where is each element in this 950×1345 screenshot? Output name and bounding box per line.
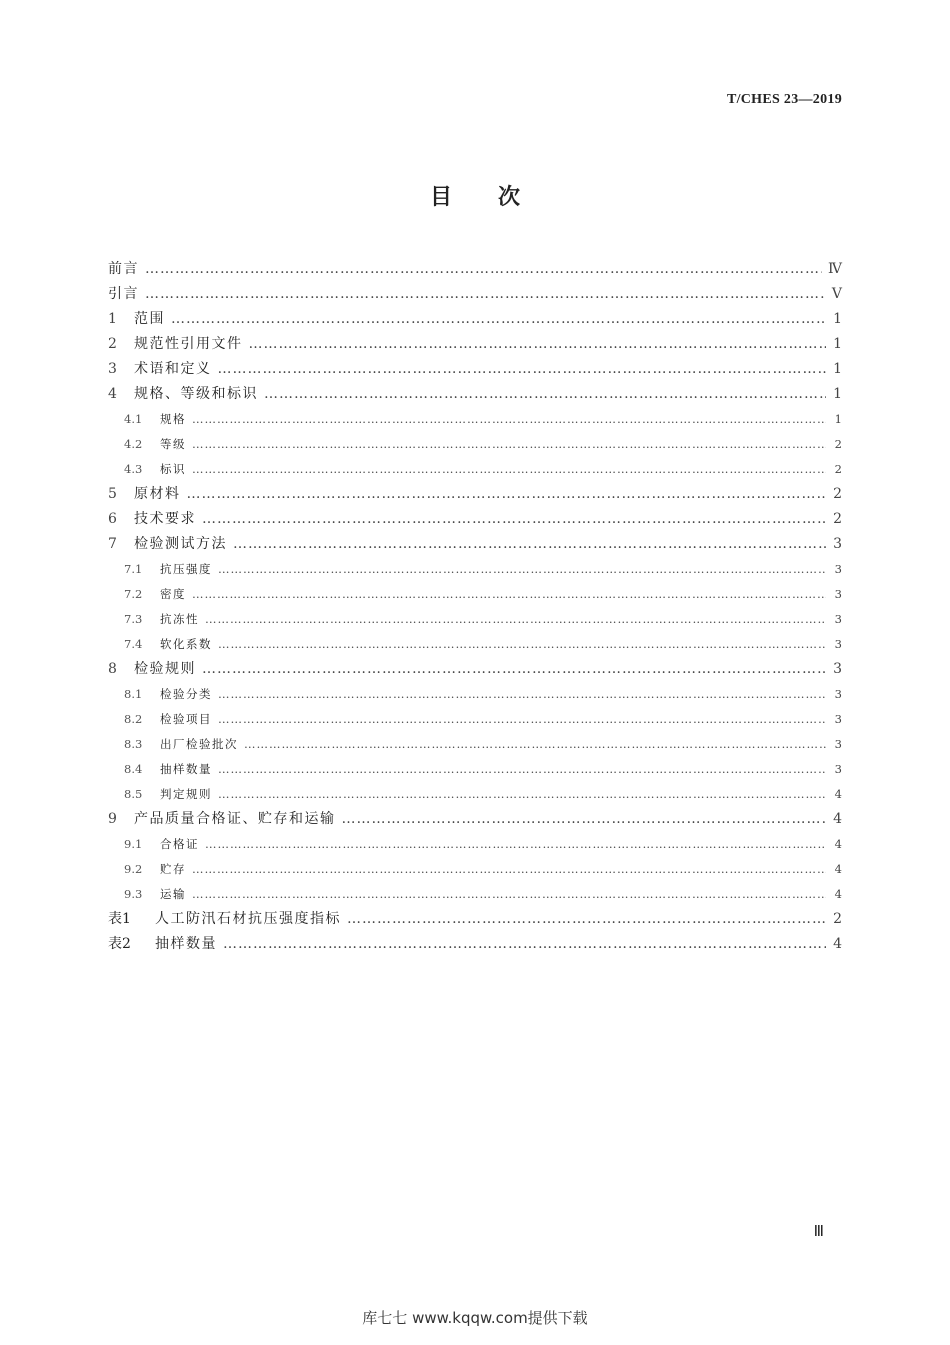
- dot-leader: [192, 582, 826, 607]
- toc-entry[interactable]: [108, 682, 842, 707]
- toc-entry-label: 前言: [108, 261, 139, 277]
- standard-code: T/CHES 23—2019: [726, 92, 842, 107]
- toc-entry-page: 3: [834, 612, 842, 626]
- toc-entry-page: 2: [834, 462, 842, 476]
- toc-entry-label: 密度: [160, 587, 186, 601]
- toc-entry-page: 3: [833, 661, 842, 677]
- toc-entry-page: 1: [833, 336, 842, 352]
- dot-leader: [342, 807, 827, 832]
- toc-entry-number: 4.2: [124, 437, 143, 451]
- toc-entry-page: 3: [834, 687, 842, 701]
- toc-entry-label: 抗冻性: [160, 612, 199, 626]
- toc-entry-number: 5: [108, 486, 117, 502]
- page-number: Ⅲ: [813, 1224, 824, 1240]
- toc-entry-number: 9.3: [124, 887, 143, 901]
- toc-entry-number: 8: [108, 661, 117, 677]
- dot-leader: [171, 307, 826, 332]
- toc-entry-page: 4: [834, 862, 842, 876]
- toc-entry-page: 3: [834, 562, 842, 576]
- toc-entry[interactable]: [108, 407, 842, 432]
- toc-entry[interactable]: [108, 582, 842, 607]
- toc-entry-label: 检验项目: [160, 712, 212, 726]
- toc-entry-number: 8.3: [124, 737, 143, 751]
- toc-entry[interactable]: [108, 657, 842, 682]
- toc-entry-page: 4: [833, 811, 842, 827]
- toc-entry[interactable]: [108, 607, 842, 632]
- toc-entry-label: 检验规则: [134, 661, 196, 677]
- toc-entry-number: 表2: [108, 936, 131, 952]
- toc-entry-label: 运输: [160, 887, 186, 901]
- dot-leader: [192, 882, 826, 907]
- toc-entry-label: 人工防汛石材抗压强度指标: [155, 911, 341, 927]
- toc-entry[interactable]: [108, 557, 842, 582]
- toc-entry-label: 抽样数量: [155, 936, 217, 952]
- toc-entry-page: 4: [834, 837, 842, 851]
- table-of-contents: [108, 257, 842, 957]
- toc-entry-number: 4: [108, 386, 117, 402]
- toc-entry-number: 8.5: [124, 787, 143, 801]
- toc-entry[interactable]: [108, 357, 842, 382]
- dot-leader: [145, 257, 822, 282]
- toc-entry-page: 4: [833, 936, 842, 952]
- dot-leader: [233, 532, 826, 557]
- toc-entry[interactable]: [108, 532, 842, 557]
- toc-entry-number: 8.4: [124, 762, 143, 776]
- toc-entry-label: 规格: [160, 412, 186, 426]
- dot-leader: [192, 457, 826, 482]
- toc-entry-number: 3: [108, 361, 117, 377]
- toc-entry-label: 软化系数: [160, 637, 212, 651]
- dot-leader: [145, 282, 826, 307]
- toc-entry-number: 7: [108, 536, 117, 552]
- toc-entry-number: 4.1: [124, 412, 143, 426]
- toc-entry-page: 3: [834, 712, 842, 726]
- toc-entry[interactable]: [108, 507, 842, 532]
- dot-leader: [205, 832, 826, 857]
- toc-entry-page: 4: [834, 887, 842, 901]
- dot-leader: [218, 557, 826, 582]
- toc-entry[interactable]: [108, 832, 842, 857]
- toc-entry[interactable]: [108, 282, 842, 307]
- toc-entry-number: 7.3: [124, 612, 143, 626]
- page-title: 目次: [429, 185, 566, 210]
- toc-entry-number: 9: [108, 811, 117, 827]
- dot-leader: [192, 407, 826, 432]
- toc-entry-number: 9.2: [124, 862, 143, 876]
- toc-entry-label: 标识: [160, 462, 186, 476]
- dot-leader: [218, 632, 826, 657]
- dot-leader: [187, 482, 827, 507]
- toc-entry-number: 6: [108, 511, 117, 527]
- dot-leader: [202, 657, 826, 682]
- dot-leader: [218, 757, 826, 782]
- toc-entry-number: 7.2: [124, 587, 143, 601]
- dot-leader: [202, 507, 826, 532]
- toc-entry-page: 1: [833, 311, 842, 327]
- toc-entry-number: 1: [108, 311, 117, 327]
- toc-entry-label: 出厂检验批次: [160, 737, 238, 751]
- toc-entry-page: 1: [833, 361, 842, 377]
- dot-leader: [223, 932, 826, 957]
- toc-entry[interactable]: [108, 432, 842, 457]
- toc-entry[interactable]: [108, 482, 842, 507]
- toc-entry-label: 规格、等级和标识: [134, 386, 258, 402]
- toc-entry[interactable]: [108, 907, 842, 932]
- toc-entry[interactable]: [108, 632, 842, 657]
- toc-entry[interactable]: [108, 782, 842, 807]
- dot-leader: [249, 332, 827, 357]
- toc-entry-page: 3: [834, 737, 842, 751]
- toc-entry-page: Ⅳ: [828, 261, 842, 277]
- toc-entry-page: 1: [834, 412, 842, 426]
- toc-entry-number: 7.4: [124, 637, 143, 651]
- dot-leader: [347, 907, 826, 932]
- toc-entry[interactable]: [108, 382, 842, 407]
- toc-entry-label: 范围: [134, 311, 165, 327]
- toc-entry-label: 技术要求: [134, 511, 196, 527]
- dot-leader: [218, 357, 827, 382]
- toc-entry-number: 8.1: [124, 687, 143, 701]
- toc-entry[interactable]: [108, 257, 842, 282]
- toc-entry-page: 2: [833, 911, 842, 927]
- toc-entry-page: 2: [833, 486, 842, 502]
- toc-entry-label: 抽样数量: [160, 762, 212, 776]
- toc-entry-number: 表1: [108, 911, 131, 927]
- toc-entry[interactable]: [108, 932, 842, 957]
- dot-leader: [192, 857, 826, 882]
- footer-watermark: 库七七 www.kqqw.com提供下载: [362, 1309, 588, 1327]
- toc-entry-label: 规范性引用文件: [134, 336, 243, 352]
- toc-entry-page: 1: [833, 386, 842, 402]
- toc-entry-page: 3: [833, 536, 842, 552]
- toc-entry-label: 检验测试方法: [134, 536, 227, 552]
- toc-entry[interactable]: [108, 307, 842, 332]
- toc-entry-label: 检验分类: [160, 687, 212, 701]
- dot-leader: [244, 732, 826, 757]
- toc-entry-number: 2: [108, 336, 117, 352]
- toc-entry-label: 抗压强度: [160, 562, 212, 576]
- toc-entry[interactable]: [108, 807, 842, 832]
- toc-entry-page: 4: [834, 787, 842, 801]
- toc-entry-page: 3: [834, 587, 842, 601]
- toc-entry-label: 贮存: [160, 862, 186, 876]
- toc-entry[interactable]: [108, 757, 842, 782]
- dot-leader: [218, 682, 826, 707]
- dot-leader: [264, 382, 826, 407]
- toc-entry-label: 合格证: [160, 837, 199, 851]
- toc-entry-number: 7.1: [124, 562, 143, 576]
- toc-entry-label: 产品质量合格证、贮存和运输: [134, 811, 336, 827]
- toc-entry[interactable]: [108, 882, 842, 907]
- dot-leader: [192, 432, 826, 457]
- toc-entry-label: 判定规则: [160, 787, 212, 801]
- toc-entry-number: 9.1: [124, 837, 143, 851]
- dot-leader: [218, 707, 826, 732]
- toc-entry-page: Ⅴ: [831, 286, 842, 302]
- toc-entry-number: 4.3: [124, 462, 143, 476]
- toc-entry[interactable]: [108, 457, 842, 482]
- toc-entry-label: 原材料: [134, 486, 181, 502]
- toc-entry-page: 3: [834, 762, 842, 776]
- toc-entry-page: 2: [833, 511, 842, 527]
- dot-leader: [205, 607, 826, 632]
- toc-entry-page: 2: [834, 437, 842, 451]
- toc-entry-page: 3: [834, 637, 842, 651]
- toc-entry-label: 术语和定义: [134, 361, 212, 377]
- toc-entry-label: 引言: [108, 286, 139, 302]
- toc-entry[interactable]: [108, 332, 842, 357]
- toc-entry[interactable]: [108, 857, 842, 882]
- toc-entry-label: 等级: [160, 437, 186, 451]
- toc-entry-number: 8.2: [124, 712, 143, 726]
- toc-entry[interactable]: [108, 732, 842, 757]
- dot-leader: [218, 782, 826, 807]
- toc-entry[interactable]: [108, 707, 842, 732]
